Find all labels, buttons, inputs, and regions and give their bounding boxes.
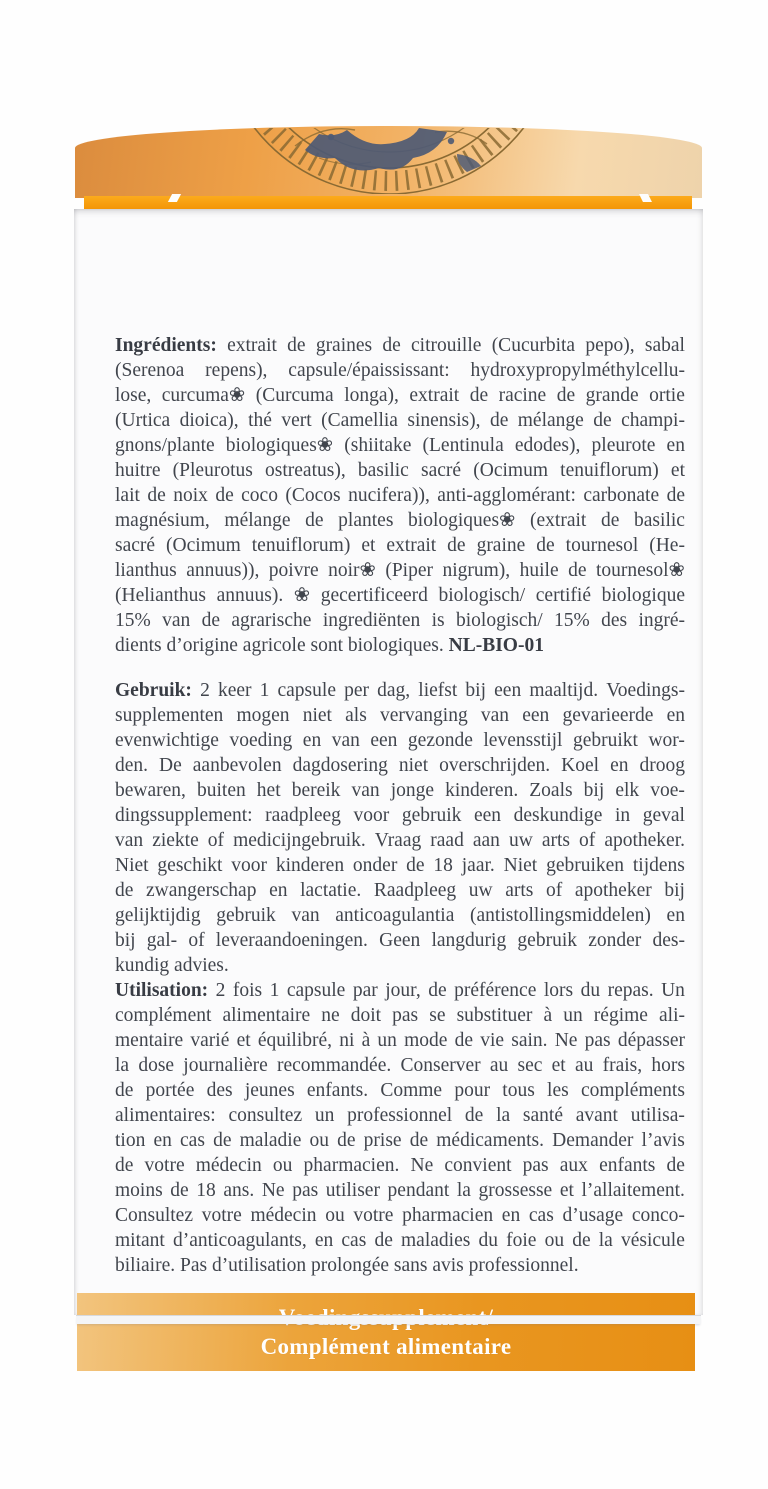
label-text-line: Gebruik: 2 keer 1 capsule per dag, liefst bij een maaltijd. Voedings- — [115, 680, 685, 701]
label-text-line: Consultez votre médecin ou votre pharmacien en cas d’usage conco- — [115, 1205, 685, 1226]
flap-notch-right — [639, 194, 652, 202]
label-text-line: alimentaires: consultez un professionnel de la santé avant utilisa- — [115, 1105, 685, 1126]
label-text-line: bewaren, buiten het bereik van jonge kinderen. Zoals bij elk voe- — [115, 780, 685, 801]
label-text-line: supplementen mogen niet als vervanging van een gevarieerde en — [115, 705, 685, 726]
label-text-line: gelijktijdig gebruik van anticoagulantia (antistollingsmiddelen) en — [115, 905, 685, 926]
label-text-line: mentaire varié et équilibré, ni à un mode de vie sain. Ne pas dépasser — [115, 1030, 685, 1051]
label-text-line: bij gal- of leveraandoeningen. Geen langdurig gebruik zonder des- — [115, 930, 685, 951]
label-text-line: (Helianthus annuus). ❀ gecertificeerd biologisch/ certifié biologique — [115, 585, 685, 606]
label-text-line: gnons/plante biologiques❀ (shiitake (Lentinula edodes), pleurote en — [115, 435, 685, 456]
label-text-line: huitre (Pleurotus ostreatus), basilic sacré (Ocimum tenuiflorum) et — [115, 460, 685, 481]
label-text-line: evenwichtige voeding en van een gezonde levensstijl gebruikt wor- — [115, 730, 685, 751]
label-text-line: magnésium, mélange de plantes biologiques❀ (extrait de basilic — [115, 510, 685, 531]
label-text-line: lait de noix de coco (Cocos nucifera)), anti-agglomérant: carbonate de — [115, 485, 685, 506]
label-text — [115, 333, 685, 1278]
box-bottom-edge — [76, 1315, 701, 1324]
supplement-banner — [77, 1293, 695, 1371]
product-box — [74, 126, 703, 1359]
label-text-line: dients d’origine agricole sont biologiques. NL-BIO-01 — [115, 635, 544, 656]
label-text-line: biliaire. Pas d’utilisation prolongée sans avis professionnel. — [115, 1255, 579, 1276]
label-text-line: de votre médecin ou pharmacien. Ne convient pas aux enfants de — [115, 1155, 685, 1176]
label-text-line: complément alimentaire ne doit pas se substituer à un régime ali- — [115, 1005, 685, 1026]
label-text-line: (Serenoa repens), capsule/épaississant: hydroxypropylméthylcellu- — [115, 360, 685, 381]
label-text-line: Ingrédients: extrait de graines de citrouille (Cucurbita pepo), sabal — [115, 335, 685, 356]
label-text-line: la dose journalière recommandée. Conserver au sec et au frais, hors — [115, 1055, 685, 1076]
label-text-line: tion en cas de maladie ou de prise de médicaments. Demander l’avis — [115, 1130, 685, 1151]
label-text-line: moins de 18 ans. Ne pas utiliser pendant la grossesse et l’allaitement. — [115, 1180, 685, 1201]
banner-line-fr: Complément alimentaire — [260, 1334, 512, 1359]
label-text-line: Niet geschikt voor kinderen onder de 18 jaar. Niet gebruiken tijdens — [115, 855, 685, 876]
label-text-line: lose, curcuma❀ (Curcuma longa), extrait de racine de grande ortie — [115, 385, 685, 406]
label-text-line: Utilisation: 2 fois 1 capsule par jour, de préférence lors du repas. Un — [115, 980, 685, 1001]
back-label-panel — [74, 209, 703, 1359]
label-text-line: den. De aanbevolen dagdosering niet overschrijden. Koel en droog — [115, 755, 685, 776]
label-text-line: 15% van de agrarische ingrediënten is biologisch/ 15% des ingré- — [115, 610, 685, 631]
flap-notch-left — [168, 194, 181, 202]
label-text-line: van ziekte of medicijngebruik. Vraag raad aan uw arts of apotheker. — [115, 830, 685, 851]
label-text-line: (Urtica dioica), thé vert (Camellia sinensis), de mélange de champi- — [115, 410, 685, 431]
label-paragraph — [115, 978, 685, 1278]
label-paragraph — [115, 333, 685, 658]
label-text-line: dingssupplement: raadpleeg voor gebruik een deskundige in geval — [115, 805, 685, 826]
label-text-line: sacré (Ocimum tenuiflorum) et extrait de graine de tournesol (He- — [115, 535, 685, 556]
label-text-line: lianthus annuus)), poivre noir❀ (Piper nigrum), huile de tournesol❀ — [115, 560, 685, 581]
label-text-line: de portée des jeunes enfants. Comme pour tous les compléments — [115, 1080, 685, 1101]
label-text-line: de zwangerschap en lactatie. Raadpleeg uw arts of apotheker bij — [115, 880, 685, 901]
label-paragraph — [115, 678, 685, 978]
botanical-seal-emblem — [199, 128, 579, 194]
box-top-flap — [75, 126, 702, 198]
label-text-line: kundig advies. — [115, 955, 229, 976]
label-text-line: mitant d’anticoagulants, en cas de maladies du foie ou de la vésicule — [115, 1230, 685, 1251]
